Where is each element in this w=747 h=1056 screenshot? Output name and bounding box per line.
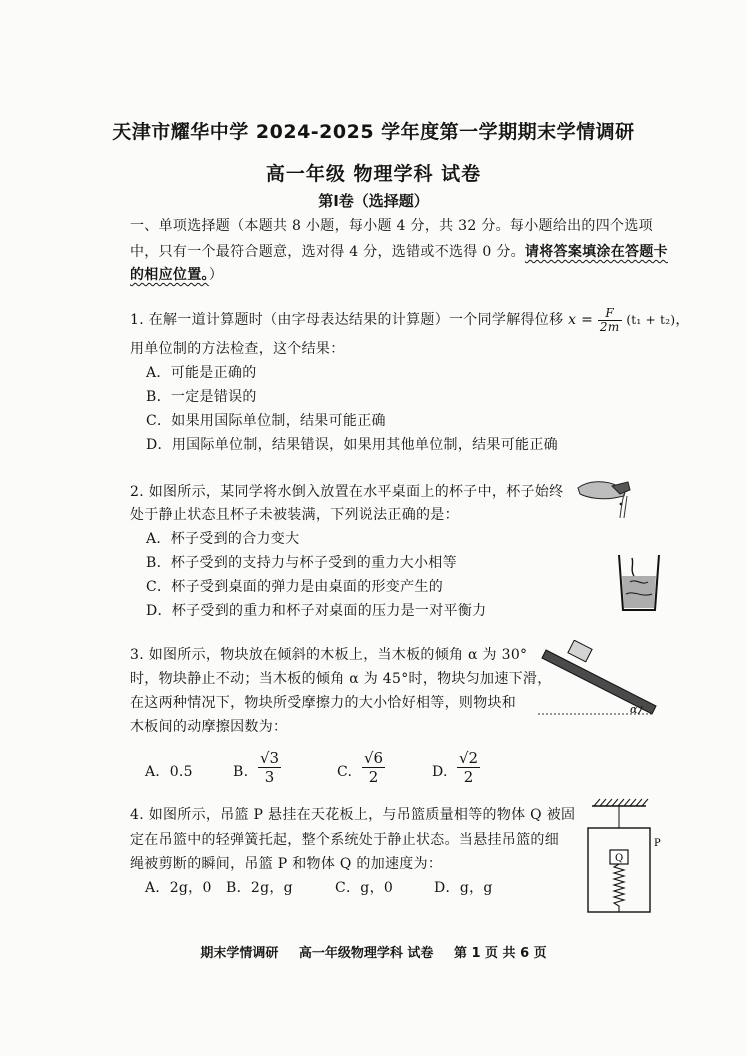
q2-option-b: B．杯子受到的支持力与杯子受到的重力大小相等 bbox=[146, 555, 457, 571]
hanging-basket-figure bbox=[584, 794, 670, 918]
q4-option-d: D．g，g bbox=[434, 880, 493, 896]
exam-title: 天津市耀华中学 2024-2025 学年度第一学期期末学情调研 bbox=[112, 121, 635, 143]
q1-formula-denominator: 2m bbox=[599, 319, 620, 334]
q1-option-b: B．一定是错误的 bbox=[146, 389, 257, 405]
q1-stem-end: ， bbox=[675, 312, 690, 328]
q3-option-b-label: B. bbox=[233, 764, 249, 780]
q4-stem-2: 定在吊篮中的轻弹簧托起，整个系统处于静止状态。当悬挂吊篮的细 bbox=[130, 832, 559, 848]
q3-stem-1: 3. 如图所示，物块放在倾斜的木板上，当木板的倾角 α 为 30° bbox=[130, 647, 528, 663]
object-label-q: Q bbox=[615, 853, 624, 864]
q1-formula-numerator: F bbox=[598, 307, 622, 321]
basket-label-p: P bbox=[654, 838, 661, 849]
section-instructions-line2-a: 中，只有一个最符合题意，选对得 4 分，选错或不选得 0 分。 bbox=[130, 244, 525, 260]
q3-option-d-numerator: √2 bbox=[459, 749, 479, 767]
q1-option-c: C．如果用国际单位制，结果可能正确 bbox=[146, 413, 386, 429]
footer-page-number: 第 1 页 共 6 页 bbox=[453, 946, 547, 961]
q1-formula-lhs: x = bbox=[568, 312, 594, 328]
page-footer bbox=[0, 942, 747, 961]
section-instructions-line2 bbox=[130, 243, 668, 261]
q3-option-a: A．0.5 bbox=[145, 764, 193, 780]
q3-stem-3: 在这两种情况下，物块所受摩擦力的大小恰好相等，则物块和 bbox=[130, 695, 517, 711]
section-instructions-emphasis: 请将答案填涂在答题卡 bbox=[524, 244, 668, 260]
exam-subtitle: 高一年级 物理学科 试卷 bbox=[265, 163, 482, 185]
volume-heading: 第Ⅰ卷（选择题） bbox=[318, 192, 429, 210]
incline-figure bbox=[534, 640, 670, 720]
q2-option-d: D．杯子受到的重力和杯子对桌面的压力是一对平衡力 bbox=[146, 603, 487, 619]
q3-option-c-denominator: 2 bbox=[368, 768, 379, 786]
pouring-hand-figure bbox=[574, 474, 632, 524]
section-instructions-end: ） bbox=[208, 267, 224, 283]
q3-option-d-denominator: 2 bbox=[463, 768, 474, 786]
water-cup-figure bbox=[616, 552, 662, 614]
q1-option-d: D．用国际单位制，结果错误，如果用其他单位制，结果可能正确 bbox=[146, 437, 558, 453]
q3-stem-2: 时，物块静止不动；当木板的倾角 α 为 45°时，物块匀加速下滑， bbox=[130, 671, 552, 687]
q4-stem-1: 4. 如图所示，吊篮 P 悬挂在天花板上，与吊篮质量相等的物体 Q 被固 bbox=[130, 807, 576, 823]
q3-option-b-denominator: 3 bbox=[264, 768, 275, 786]
section-instructions-emphasis-2: 的相应位置。 bbox=[130, 267, 209, 283]
q4-stem-3: 绳被剪断的瞬间，吊篮 P 和物体 Q 的加速度为： bbox=[130, 856, 443, 872]
incline-angle-label: α bbox=[630, 703, 638, 716]
q3-option-d-fraction bbox=[457, 749, 480, 786]
q3-option-c-numerator: √6 bbox=[364, 749, 384, 767]
q1-formula-fraction bbox=[598, 307, 622, 334]
footer-center: 高一年级物理学科 试卷 bbox=[298, 946, 434, 961]
q3-option-b-numerator: √3 bbox=[260, 749, 280, 767]
q2-stem-2: 处于静止状态且杯子未被装满，下列说法正确的是： bbox=[130, 507, 459, 523]
q3-option-c-fraction bbox=[362, 749, 385, 786]
q3-stem-4: 木板间的动摩擦因数为： bbox=[130, 719, 288, 735]
q3-option-c-label: C. bbox=[337, 764, 353, 780]
q1-formula-rhs: (t₁ + t₂) bbox=[626, 313, 676, 327]
q3-option-d-label: D. bbox=[432, 764, 448, 780]
q1-option-a: A．可能是正确的 bbox=[146, 365, 257, 381]
q4-option-b: B．2g，g bbox=[226, 880, 293, 896]
section-instructions-line3 bbox=[130, 266, 223, 284]
q4-option-a: A．2g，0 bbox=[145, 880, 212, 896]
q2-option-a: A．杯子受到的合力变大 bbox=[146, 531, 300, 547]
q4-option-c: C．g，0 bbox=[335, 880, 394, 896]
q1-stem-2: 用单位制的方法检查，这个结果： bbox=[130, 341, 345, 357]
q3-option-b-fraction bbox=[258, 749, 281, 786]
q1-stem-text: 1. 在解一道计算题时（由字母表达结果的计算题）一个同学解得位移 bbox=[130, 312, 564, 328]
q2-stem-1: 2. 如图所示，某同学将水倒入放置在水平桌面上的杯子中，杯子始终 bbox=[130, 484, 564, 500]
footer-left: 期末学情调研 bbox=[200, 946, 279, 961]
section-instructions-line1: 一、单项选择题（本题共 8 小题，每小题 4 分，共 32 分。每小题给出的四个选项 bbox=[130, 218, 653, 234]
q2-option-c: C．杯子受到桌面的弹力是由桌面的形变产生的 bbox=[146, 579, 444, 595]
q1-stem bbox=[130, 305, 690, 335]
